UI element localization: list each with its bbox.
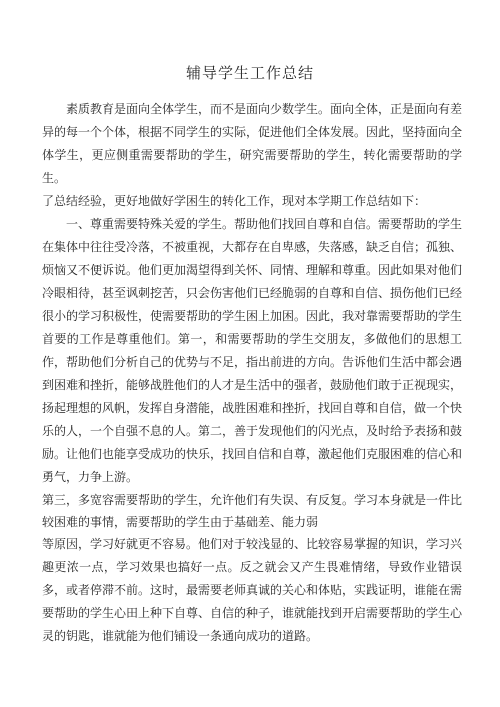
paragraph-intro: 素质教育是面向全体学生，而不是面向少数学生。面向全体，正是面向有差异的每一个个体，根据不同学生的实际，促进他们全体发展。因此，坚持面向全体学生，更应侧重需要帮助的学生，研究需要帮助的学生，转化需要帮助的学生。 [42,102,463,185]
paragraph-point-three: 第三，多宽容需要帮助的学生，允许他们有失误、有反复。学习本身就是一件比较困难的事情，需要帮助的学生由于基础差、能力弱 [42,493,463,529]
document-body [42,98,462,648]
paragraph-section-one: 一、尊重需要特殊关爱的学生。帮助他们找回自尊和自信。需要帮助的学生在集体中往往受冷落，不被重视，大都存在自卑感，失落感，缺乏自信；孤独、烦恼又不便诉说。他们更加渴望得到关怀、同情、理解和尊重。因此如果对他们冷眼相待，甚至讽刺挖苦，只会伤害他们已经脆弱的自尊和自信、损伤他们已经很小的学习积极性，使需要帮助的学生困上加困。因此，我对靠需要帮助的学生首要的工作是尊重他们。第一，和需要帮助的学生交朋友，多做他们的思想工作，帮助他们分析自己的优势与不足，指出前进的方向。告诉他们生活中都会遇到困难和挫折，能够战胜他们的人才是生活中的强者，鼓励他们敢于正视现实，扬起理想的风帆，发挥自身潜能，战胜困难和挫折，找回自尊和自信，做一个快乐的人，一个自强不息的人。第二，善于发现他们的闪光点，及时给予表扬和鼓励。让他们也能享受成功的快乐，找回自信和自尊，激起他们克服困难的信心和勇气，力争上游。 [42,217,463,484]
paragraph-summary-lead: 了总结经验，更好地做好学困生的转化工作，现对本学期工作总结如下： [42,194,427,208]
paragraph-continuation: 等原因，学习好就更不容易。他们对于较浅显的、比较容易掌握的知识，学习兴趣更浓一点，学习效果也搞好一点。反之就会又产生畏难情绪，导致作业错误多，或者停滞不前。这时，最需要老师真诚的关心和体贴，实践证明，谁能在需要帮助的学生心田上种下自尊、自信的种子，谁就能找到开启需要帮助的学生心灵的钥匙，谁就能为他们铺设一条通向成功的道路。 [42,537,463,643]
document-title: 辅导学生工作总结 [185,64,314,82]
